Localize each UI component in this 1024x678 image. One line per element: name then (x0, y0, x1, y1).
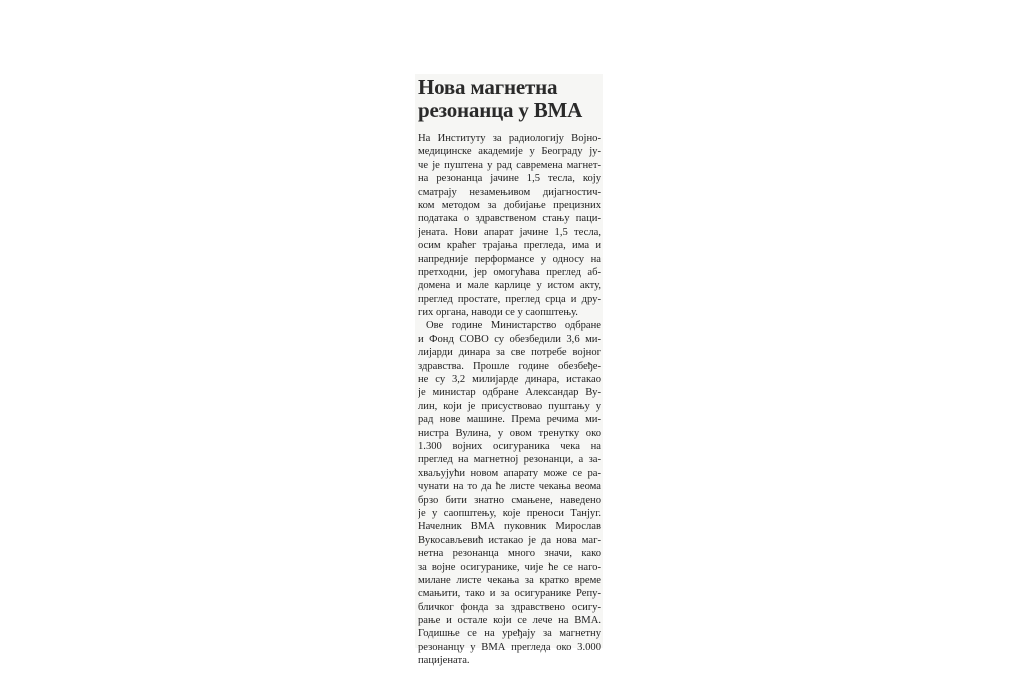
body-line: осим краћег трајања прегледа, има и (418, 240, 601, 252)
body-line: ком методом за добијање прецизних (418, 199, 601, 211)
body-line: за војне осигуранике, чије ће се наго- (418, 561, 601, 573)
body-line: На Институту за радиологију Војно- (418, 133, 601, 144)
body-line: гих органа, наводи се у саопштењу. (418, 307, 578, 319)
body-line: рање и остале који се лече на ВМА. (418, 615, 601, 627)
body-line: милане листе чекања за кратко време (418, 574, 601, 586)
body-line: је у саопштењу, које преноси Танјуг. (418, 507, 601, 519)
body-line: здравства. Прошле године обезбеђе- (418, 360, 601, 372)
body-line: Вукосављевић истакао је да нова маг- (418, 534, 601, 546)
body-line: Годишње се на уређају за магнетну (418, 628, 601, 640)
body-line: че је пуштена у рад савремена магнет- (418, 159, 601, 171)
body-line: рад нове машине. Према речима ми- (418, 414, 601, 426)
body-line: Начелник ВМА пуковник Мирослав (418, 521, 601, 533)
body-line: брзо бити знатно смањене, наведено (418, 494, 601, 506)
body-line: лијарди динара за све потребе војног (418, 347, 601, 359)
headline-line: резонанца у ВМА (418, 98, 583, 122)
body-line: преглед простате, преглед срца и дру- (418, 293, 601, 305)
body-line: Ове године Министарство одбране (426, 320, 601, 332)
body-line: и Фонд СОВО су обезбедили 3,6 ми- (418, 333, 601, 345)
body-line: хваљујући новом апарату може се ра- (418, 467, 601, 479)
article-headline (418, 76, 601, 122)
body-line: домена и мале карлице у истом акту, (418, 280, 601, 292)
body-line: не су 3,2 милијарде динара, истакао (418, 374, 601, 386)
newspaper-clipping (415, 74, 603, 667)
body-line: 1.300 војних осигураника чека на (418, 440, 601, 452)
body-line: претходни, јер омогућава преглед аб- (418, 266, 601, 278)
body-line: медицинске академије у Београду ју- (418, 146, 601, 158)
body-line: пацијената. (418, 655, 470, 667)
body-line: чунати на то да ће листе чекања веома (418, 481, 601, 493)
body-line: резонанцу у ВМА прегледа око 3.000 (418, 641, 601, 653)
body-line: напредније перформансе у односу на (418, 253, 601, 265)
body-line: јената. Нови апарат јачине 1,5 тесла, (418, 226, 601, 238)
body-line: лин, који је присуствовао пуштању у (418, 400, 601, 412)
body-line: је министар одбране Александар Ву- (418, 387, 601, 399)
headline-line: Нова магнетна (418, 75, 558, 99)
body-line: бличког фонда за здравствено осигу- (418, 601, 601, 613)
body-line: преглед на магнетној резонанци, а за- (418, 454, 601, 466)
body-line: нетна резонанца много значи, како (418, 548, 601, 560)
body-line: сматрају незамењивом дијагностич- (418, 186, 601, 198)
body-line: на резонанца јачине 1,5 тесла, коју (418, 173, 601, 185)
body-line: смањити, тако и за осигуранике Репу- (418, 588, 601, 600)
article-body (418, 132, 601, 668)
body-line: података о здравственом стању паци- (418, 213, 601, 225)
body-line: нистра Вулина, у овом тренутку око (418, 427, 601, 439)
